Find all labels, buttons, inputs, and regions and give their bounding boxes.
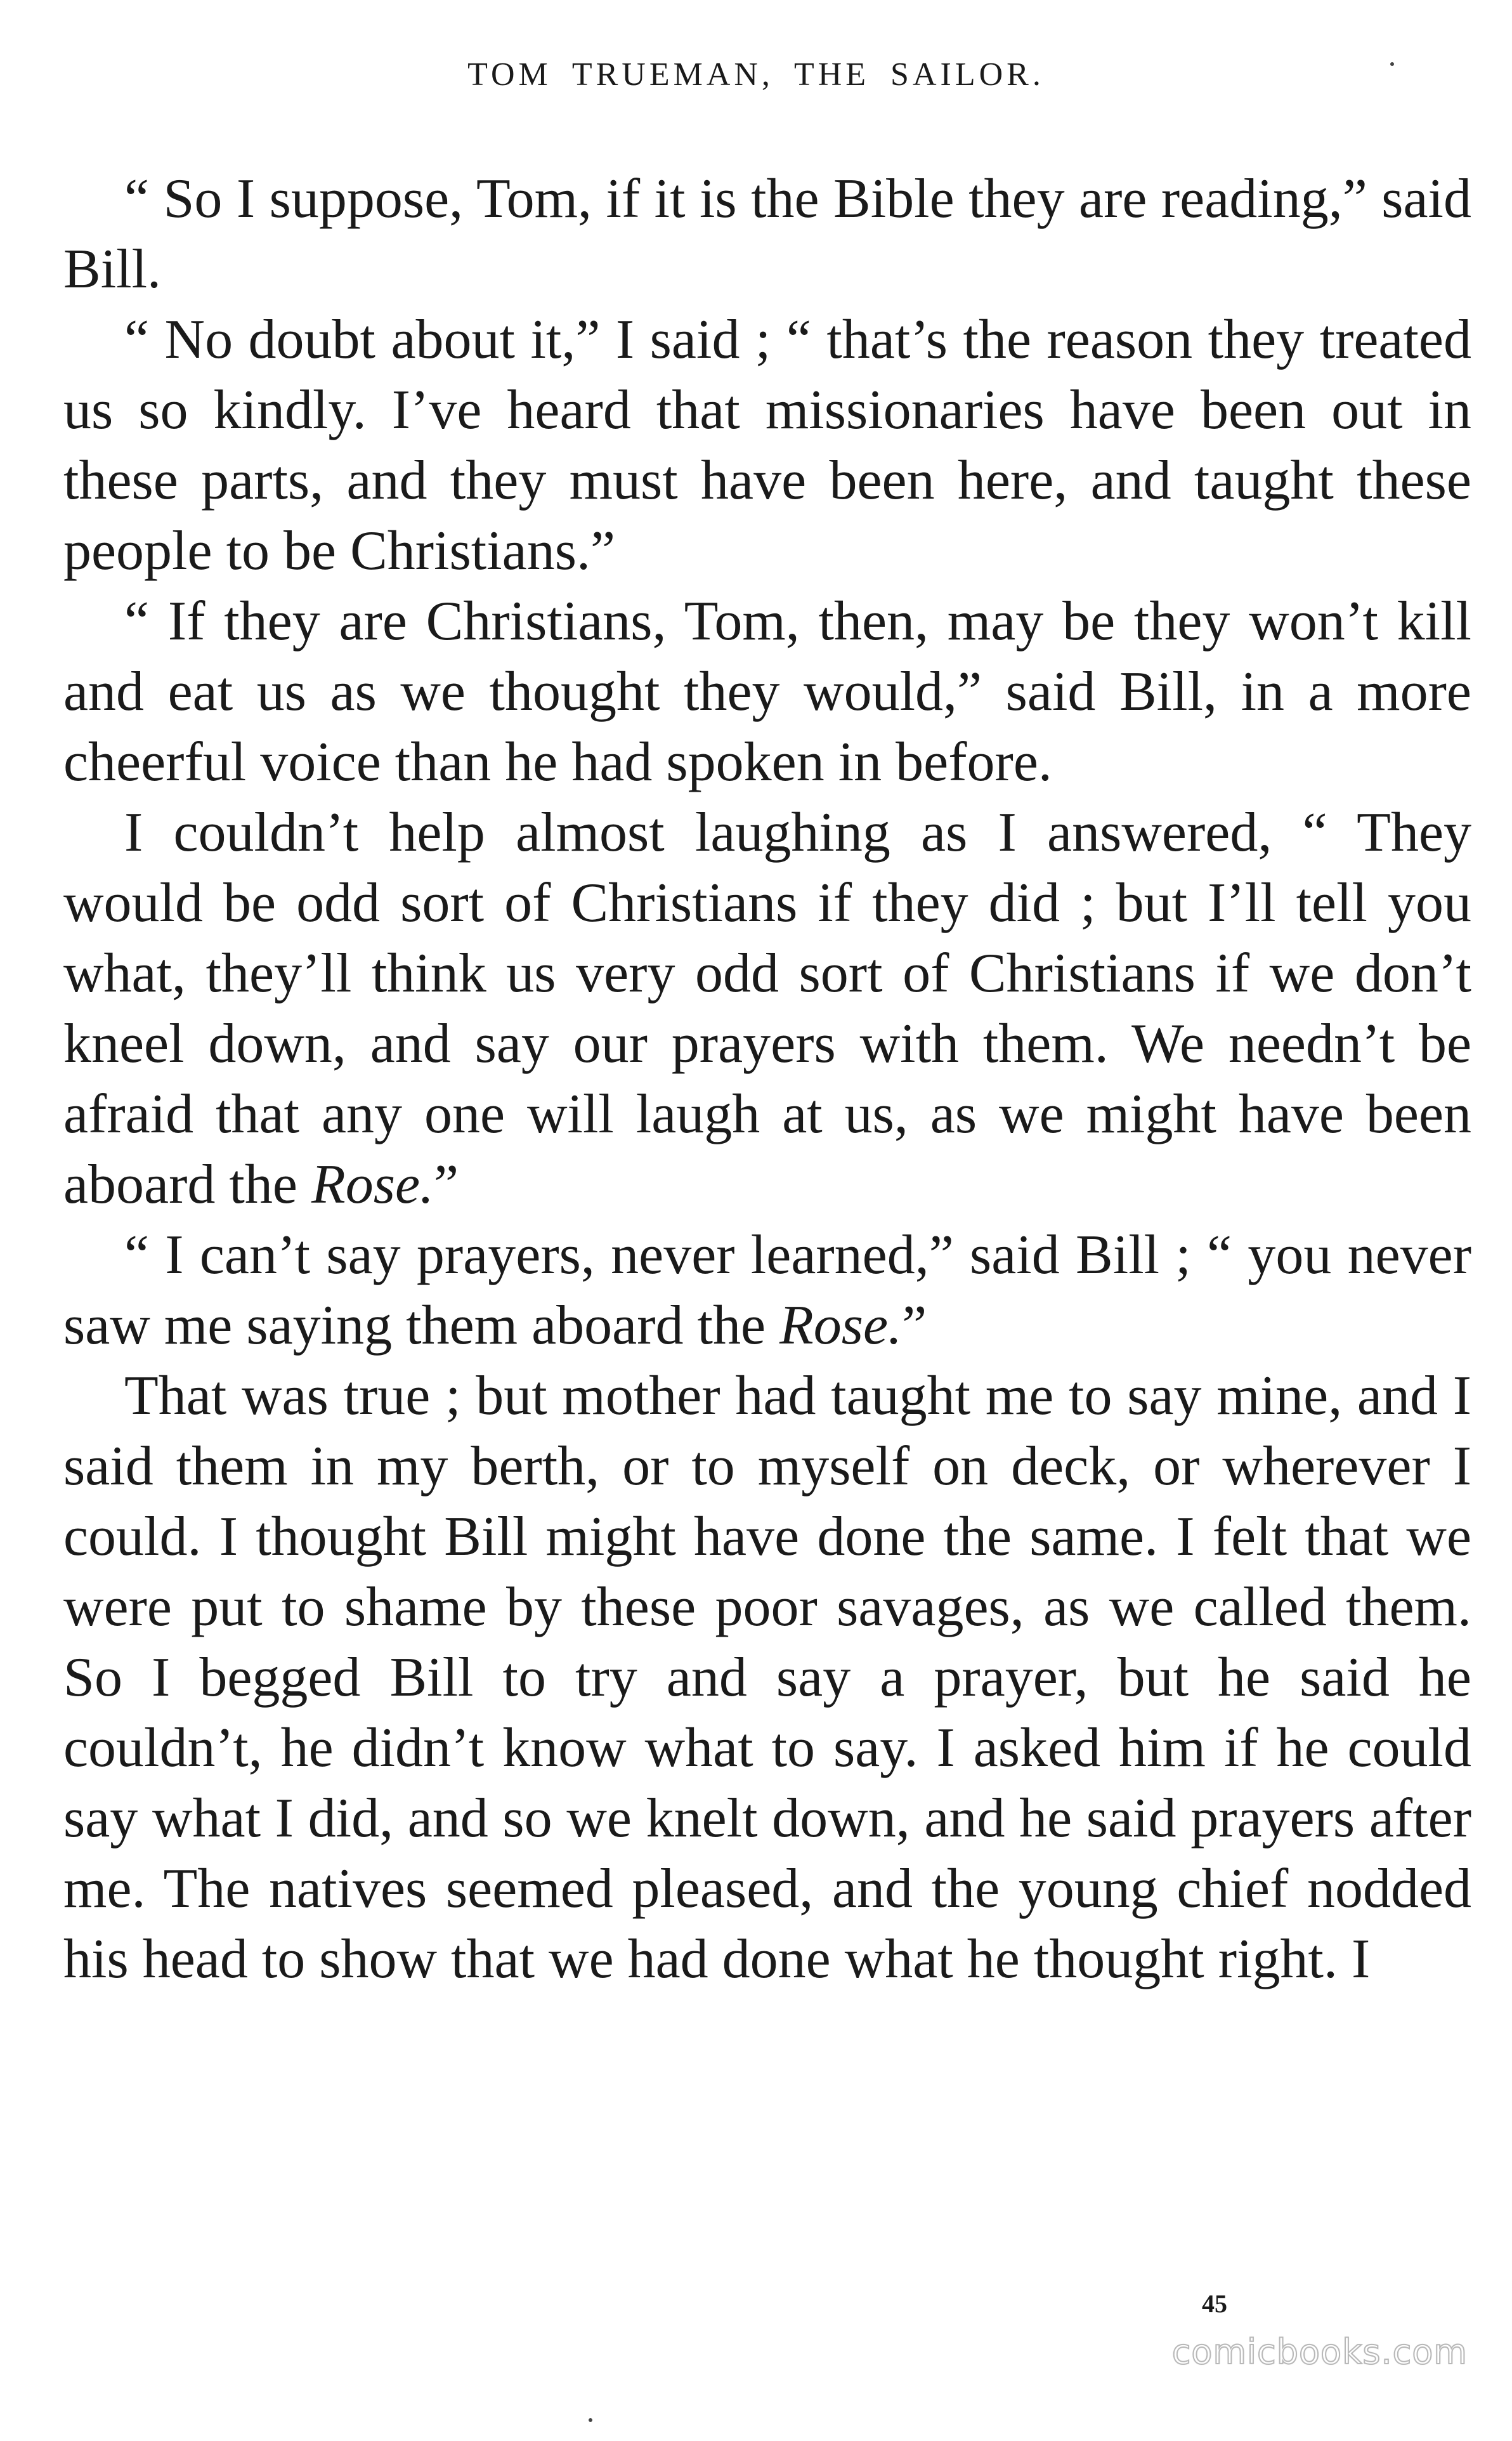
paragraph: “ No doubt about it,” I said ; “ that’s the reason they treated us so kindly. I’ve heard that missionaries have been out in these parts, and they must have been here, and taught these people to be Christians.” — [63, 309, 1471, 582]
ink-speck — [1390, 62, 1394, 66]
paragraph: That was true ; but mother had taught me to say mine, and I said them in my berth, or to myself on deck, or wherever I could. I thought Bill might have done the same. I felt that we were put to shame by these poor savages, as we called them. So I begged Bill to try and say a prayer, but he said he couldn’t, he didn’t know what to say. I asked him if he could say what I did, and so we knelt down, and he said prayers after me. The natives seemed pleased, and the young chief nodded his head to show that we had done what he thought right. I — [63, 1365, 1471, 1990]
closing-quote: ” — [434, 1154, 459, 1215]
watermark: comicbooks.com — [1171, 2332, 1468, 2372]
paragraph: “ So I suppose, Tom, if it is the Bible they are reading,” said Bill. — [63, 168, 1471, 300]
paragraph: “ If they are Christians, Tom, then, may be they won’t kill and eat us as we thought they would,” said Bill, in a more cheerful voice than he had spoken in before. — [63, 591, 1471, 793]
page-number: 45 — [1202, 2289, 1227, 2318]
running-head: TOM TRUEMAN, THE SAILOR. — [467, 56, 1045, 93]
paragraph — [63, 797, 1471, 1220]
ink-speck — [589, 2418, 592, 2422]
paragraph — [63, 1220, 1471, 1361]
closing-quote: ” — [902, 1295, 927, 1356]
body-text — [63, 164, 1471, 1994]
paragraph-text: I couldn’t help almost laughing as I answered, “ They would be odd sort of Christians if they did ; but I’ll tell you what, they’ll think us very odd sort of Christians if we don’t kneel down, and say our prayers with them. We needn’t be afraid that any one will laugh at us, as we might have been aboard the — [63, 802, 1471, 1215]
paragraph-text: “ I can’t say prayers, never learned,” said Bill ; “ you never saw me saying them aboard the — [63, 1224, 1471, 1356]
ship-name: Rose. — [311, 1154, 434, 1215]
ship-name: Rose. — [779, 1295, 903, 1356]
